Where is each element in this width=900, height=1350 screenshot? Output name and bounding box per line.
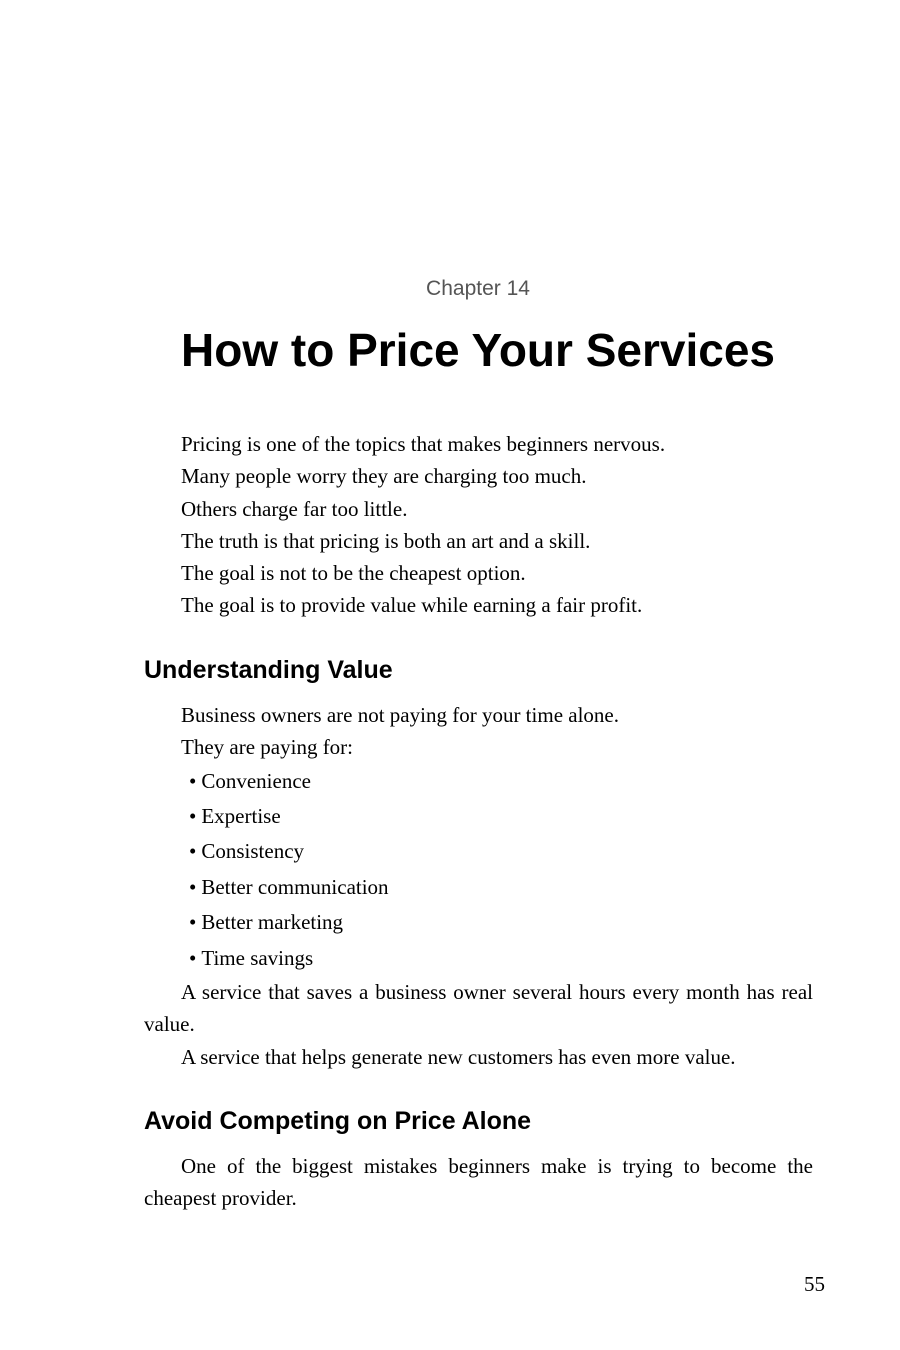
intro-line: The truth is that pricing is both an art and a skill. [181,528,591,553]
intro-line: Many people worry they are charging too much. [181,464,587,489]
bullet-marker: • [189,768,197,793]
bullet-marker: • [189,839,197,864]
section-heading-understanding-value: Understanding Value [144,656,393,684]
chapter-label: Chapter 14 [426,277,530,300]
list-item [144,905,813,940]
bullet-list [144,764,813,976]
chapter-title: How to Price Your Services [181,324,775,376]
bullet-marker: • [189,910,197,935]
body-line: Business owners are not paying for your time alone. [181,703,619,727]
bullet-marker: • [189,804,197,828]
intro-block [144,428,813,622]
list-item [144,941,813,976]
list-item [144,870,813,905]
intro-line: The goal is to provide value while earning a fair profit. [181,593,643,618]
list-item [144,764,813,799]
list-item-text: Consistency [201,839,305,864]
section-heading-avoid-competing: Avoid Competing on Price Alone [144,1107,532,1135]
body-line: They are paying for: [181,735,354,760]
intro-line: The goal is not to be the cheapest option. [181,561,526,586]
list-item-text: Expertise [201,804,281,828]
bullet-marker: • [189,945,197,970]
list-item-text: Convenience [201,768,311,793]
list-item-text: Better communication [201,874,389,899]
body-paragraph: A service that helps generate new customers has even more value. [181,1044,736,1069]
intro-line: Pricing is one of the topics that makes beginners nervous. [181,432,666,456]
understanding-value-body [144,699,813,1073]
body-paragraph: One of the biggest mistakes beginners make is trying to become the cheapest provider. [144,1154,813,1211]
intro-line: Others charge far too little. [181,496,408,521]
body-paragraph: A service that saves a business owner several hours every month has real value. [144,980,813,1037]
page-number: 55 [804,1272,825,1296]
bullet-marker: • [189,874,197,899]
list-item-text: Time savings [201,945,314,970]
avoid-competing-body [144,1150,813,1215]
list-item [144,834,813,869]
list-item-text: Better marketing [201,910,344,935]
list-item [144,799,813,834]
